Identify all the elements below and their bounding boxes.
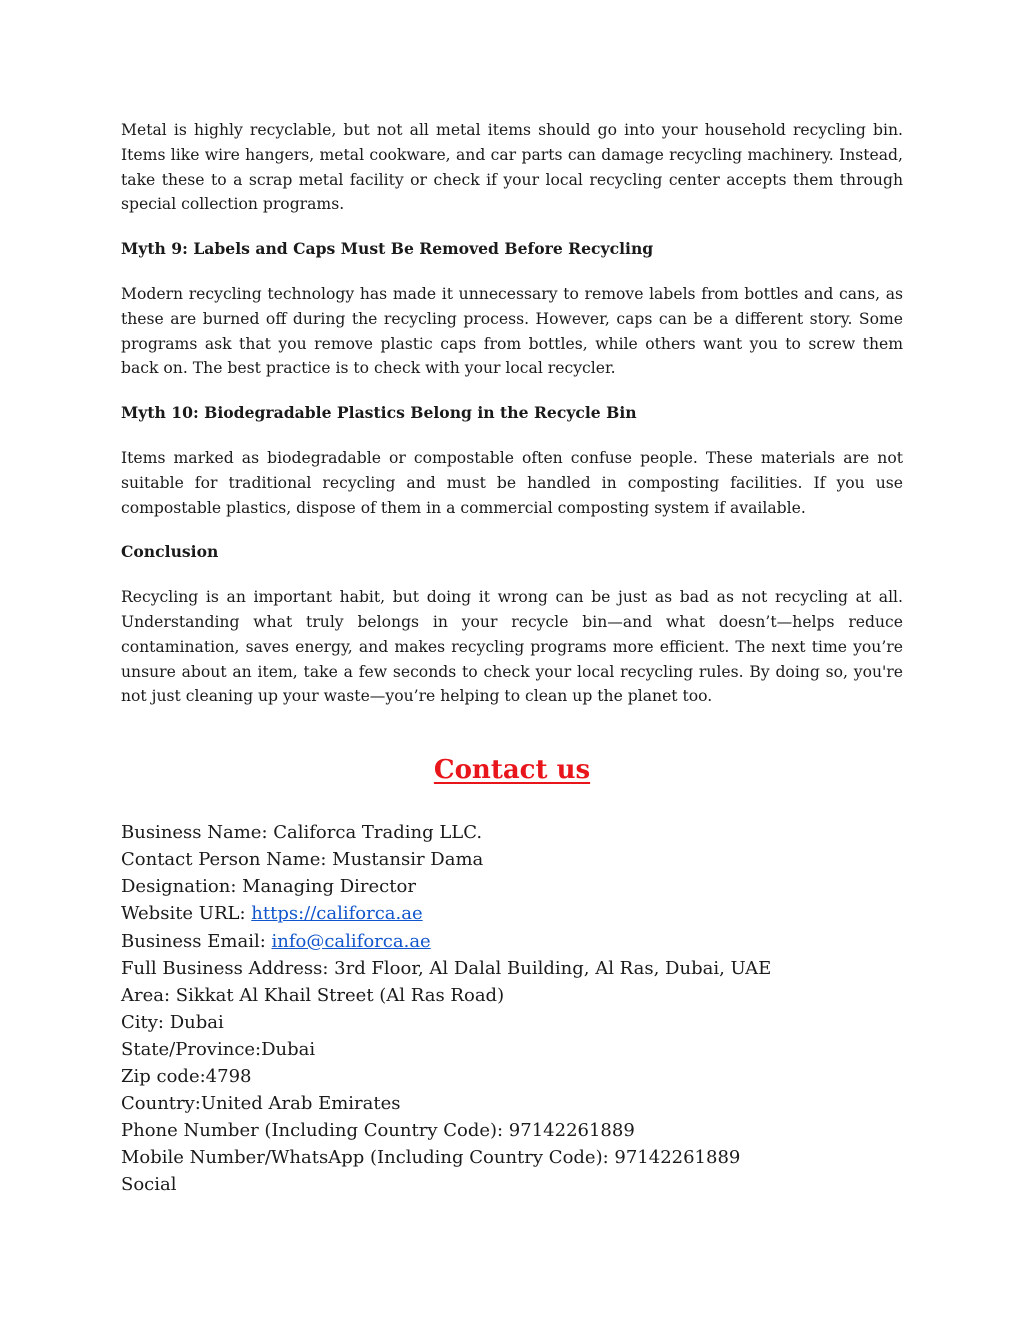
social: Social bbox=[121, 1174, 177, 1196]
city: City: Dubai bbox=[121, 1011, 224, 1033]
business-name: Business Name: Califorca Trading LLC. bbox=[121, 822, 483, 844]
mobile-number: Mobile Number/WhatsApp (Including Country Code): 97142261889 bbox=[121, 1147, 741, 1169]
website-line bbox=[121, 900, 903, 927]
myth10-heading: Myth 10: Biodegradable Plastics Belong in the Recycle Bin bbox=[121, 403, 637, 423]
country: Country:United Arab Emirates bbox=[121, 1093, 401, 1115]
contact-person: Contact Person Name: Mustansir Dama bbox=[121, 849, 484, 871]
conclusion-paragraph: Recycling is an important habit, but doing it wrong can be just as bad as not recycling at all. Understanding what truly belongs in your recycle bin—and what doesn’t—helps reduce contamination, saves energy, and makes recycling programs more efficient. The next time you’re unsure about an item, take a few seconds to check your local recycling rules. By doing so, you're not just cleaning up your waste—you’re helping to clean up the planet too. bbox=[121, 588, 903, 706]
document-page bbox=[121, 118, 903, 1198]
myth10-paragraph: Items marked as biodegradable or compostable often confuse people. These materials are not suitable for traditional recycling and must be handled in composting facilities. If you use compostable plastics, dispose of them in a commercial composting system if available. bbox=[121, 448, 903, 517]
zip-code: Zip code:4798 bbox=[121, 1065, 252, 1087]
myth9-paragraph: Modern recycling technology has made it unnecessary to remove labels from bottles and cans, as these are burned off during the recycling process. However, caps can be a different story. Some programs ask that you remove plastic caps from bottles, while others want you to screw them back on. The best practice is to check with your local recycler. bbox=[121, 284, 903, 378]
area: Area: Sikkat Al Khail Street (Al Ras Road) bbox=[121, 984, 505, 1006]
email-label: Business Email: bbox=[121, 930, 272, 952]
email-link[interactable]: info@califorca.ae bbox=[271, 930, 431, 952]
website-label: Website URL: bbox=[121, 903, 252, 925]
business-address: Full Business Address: 3rd Floor, Al Dalal Building, Al Ras, Dubai, UAE bbox=[121, 957, 772, 979]
conclusion-heading: Conclusion bbox=[121, 542, 219, 562]
website-link[interactable]: https://califorca.ae bbox=[251, 903, 423, 925]
contact-us-title: Contact us bbox=[433, 755, 591, 786]
state-province: State/Province:Dubai bbox=[121, 1038, 316, 1060]
designation: Designation: Managing Director bbox=[121, 876, 416, 898]
email-line bbox=[121, 928, 903, 955]
phone-number: Phone Number (Including Country Code): 97142261889 bbox=[121, 1120, 635, 1142]
myth9-heading: Myth 9: Labels and Caps Must Be Removed Before Recycling bbox=[121, 239, 654, 259]
metal-paragraph: Metal is highly recyclable, but not all metal items should go into your household recycling bin. Items like wire hangers, metal cookware, and car parts can damage recycling machinery. Instead, take these to a scrap metal facility or check if your local recycling center accepts them through special collection programs. bbox=[121, 121, 903, 214]
contact-details bbox=[121, 819, 903, 1198]
